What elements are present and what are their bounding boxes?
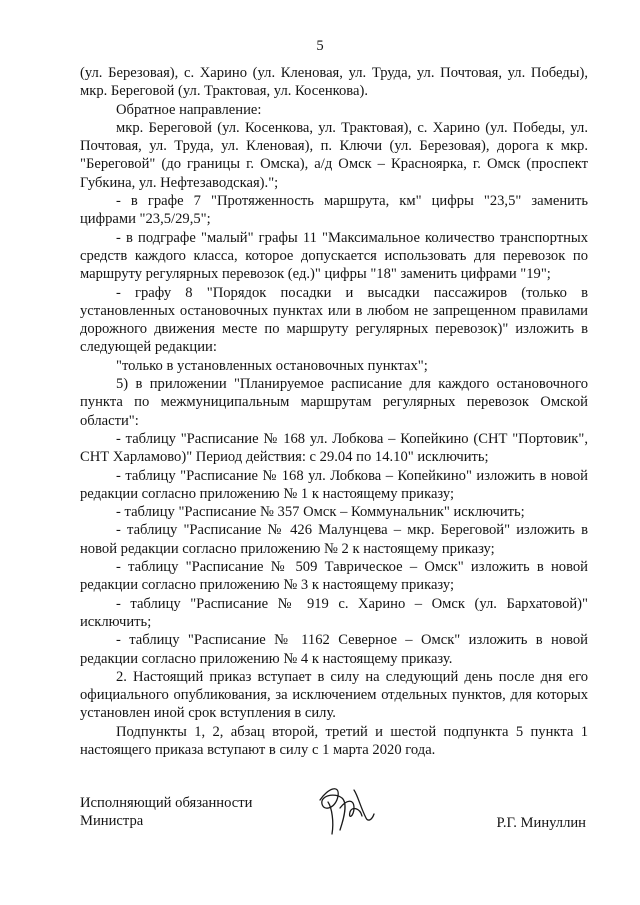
paragraph-schedule-appendix: 5) в приложении "Планируемое расписание для каждого остановочного пункта по межмуниципальным маршрутам регулярных перевозок Омской области": xyxy=(80,376,588,429)
paragraph-subclauses-effective-date: Подпункты 1, 2, абзац второй, третий и шестой подпункта 5 пункта 1 настоящего приказа вступают в силу с 1 марта 2020 года. xyxy=(80,723,588,758)
paragraph-boarding-order-text: "только в установленных остановочных пунктах"; xyxy=(116,357,428,374)
paragraph-schedule-509-new: - таблицу "Расписание № 509 Таврическое – Омск" изложить в новой редакции согласно приложению № 3 к настоящему приказу; xyxy=(80,559,588,594)
signer-position-line2: Министра xyxy=(80,813,144,830)
signer-name: Р.Г. Минуллин xyxy=(496,815,586,831)
paragraph-schedule-168-exclude: - таблицу "Расписание № 168 ул. Лобкова – Копейкино (СНТ "Портовик", СНТ Харламово)" Период действия: с 29.04 по 14.10" исключить; xyxy=(80,430,588,466)
paragraph-max-vehicles: - в подграфе "малый" графы 11 "Максимальное количество транспортных средств каждого класса, которое допускается использовать для перевозок по маршруту регулярных перевозок (ед.)" цифры "18" заменить цифрами "19"; xyxy=(80,229,588,283)
paragraph-route-forward-end: (ул. Березовая), с. Харино (ул. Кленовая, ул. Труда, ул. Почтовая, ул. Победы), мкр. Береговой (ул. Трактовая, ул. Косенкова). xyxy=(80,65,588,100)
paragraph-route-length: - в графе 7 "Протяженность маршрута, км" цифры "23,5" заменить цифрами "23,5/29,5"; xyxy=(80,193,588,228)
paragraph-schedule-426-new: - таблицу "Расписание № 426 Малунцева – мкр. Береговой" изложить в новой редакции согласно приложению № 2 к настоящему приказу; xyxy=(80,522,588,557)
paragraph-reverse-direction-route: мкр. Береговой (ул. Косенкова, ул. Трактовая), с. Харино (ул. Победы, ул. Почтовая, ул. Труда, ул. Кленовая), п. Ключи (ул. Березовая), дорога к мкр. "Береговой" (до границы г. Омска), а/д Омск – Красноярка, г. Омск (проспект Губкина, ул. Нефтезаводская)."; xyxy=(80,119,588,191)
paragraph-reverse-direction-heading: Обратное направление: xyxy=(116,101,262,118)
paragraph-schedule-919-exclude: - таблицу "Расписание № 919 с. Харино – Омск (ул. Бархатовой)" исключить; xyxy=(80,595,588,630)
signer-position-line1: Исполняющий обязанности xyxy=(80,795,253,811)
paragraph-entry-into-force: 2. Настоящий приказ вступает в силу на следующий день после дня его официального опубликования, за исключением отдельных пунктов, для которых установлен иной срок вступления в силу. xyxy=(80,668,588,722)
paragraph-schedule-357-exclude: - таблицу "Расписание № 357 Омск – Коммунальник" исключить; xyxy=(116,504,525,521)
paragraph-boarding-order: - графу 8 "Порядок посадки и высадки пассажиров (только в установленных остановочных пунктах или в любом не запрещенном правилами дорожного движения месте по маршруту регулярных перевозок)" изложить в следующей редакции: xyxy=(80,284,588,356)
paragraph-schedule-168-new: - таблицу "Расписание № 168 ул. Лобкова – Копейкино" изложить в новой редакции согласно приложению № 1 к настоящему приказу; xyxy=(80,467,588,502)
signature-block xyxy=(80,794,588,854)
paragraph-schedule-1162-new: - таблицу "Расписание № 1162 Северное – Омск" изложить в новой редакции согласно приложению № 4 к настоящему приказу. xyxy=(80,632,588,667)
handwritten-signature xyxy=(310,778,380,840)
page-number: 5 xyxy=(316,38,324,54)
signer-position xyxy=(80,794,252,831)
document-body xyxy=(80,64,588,759)
